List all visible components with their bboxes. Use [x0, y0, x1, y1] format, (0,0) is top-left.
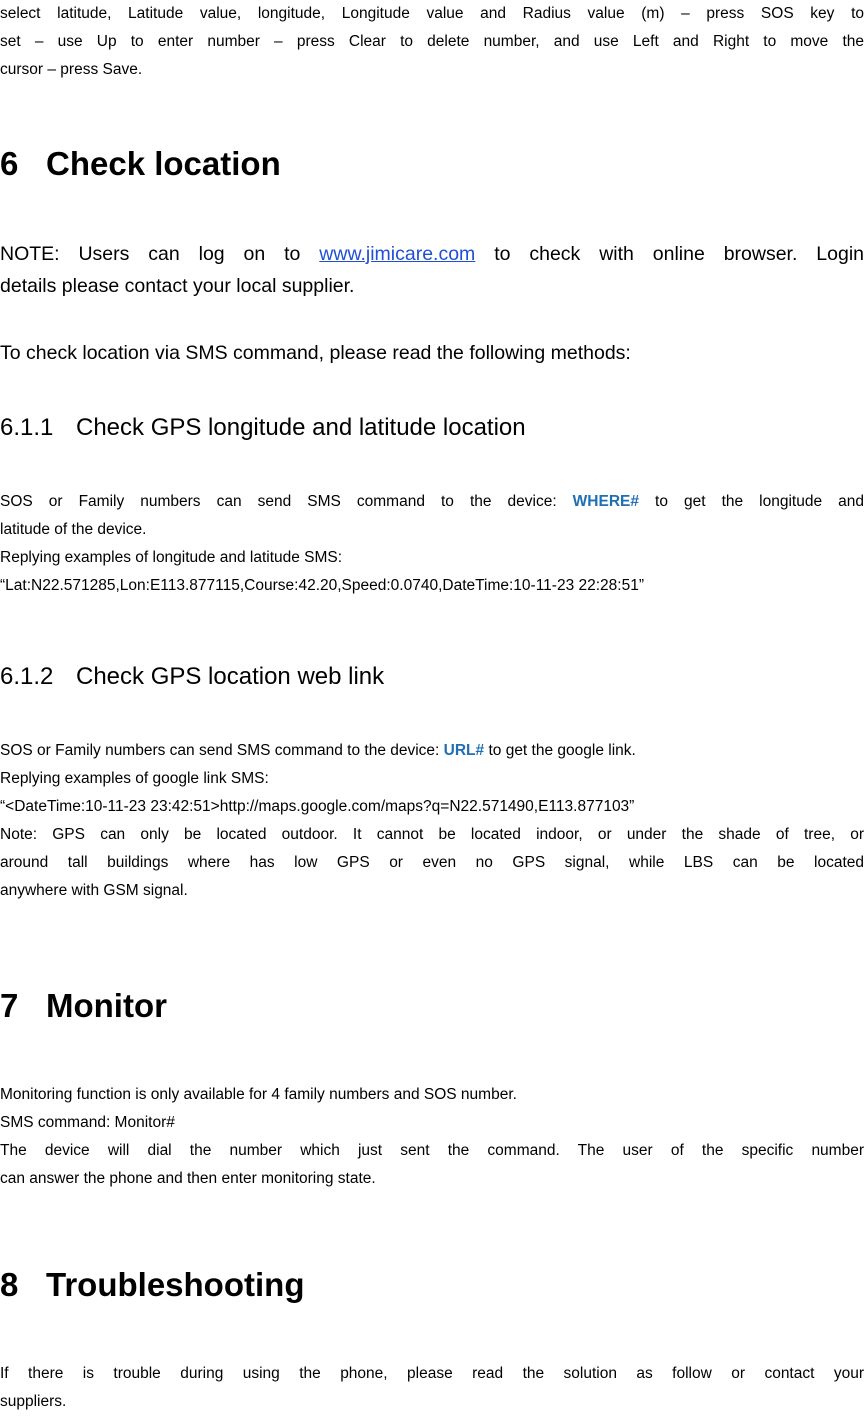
- note-suffix: to check with online browser. Login: [475, 243, 864, 265]
- intro-paragraph: [0, 0, 864, 84]
- url-line-5: around tall buildings where has low GPS or even no GPS signal, while LBS can be located: [0, 854, 864, 871]
- section-6-heading: [0, 144, 864, 184]
- url-line-2: Replying examples of google link SMS:: [0, 770, 269, 787]
- section-7-title: Monitor: [46, 987, 167, 1024]
- section-6-1-2-title: Check GPS location web link: [76, 663, 385, 690]
- note-line-2: details please contact your local supplier.: [0, 275, 355, 297]
- section-6-1-1-number: 6.1.1: [0, 414, 54, 441]
- where-line-2: latitude of the device.: [0, 521, 147, 538]
- sms-intro-text: To check location via SMS command, please read the following methods:: [0, 342, 631, 364]
- section-6-title: Check location: [46, 145, 281, 182]
- url-line: [0, 737, 864, 765]
- url-line-4: Note: GPS can only be located outdoor. It cannot be located indoor, or under the shade of tree, or: [0, 826, 864, 843]
- section-6-1-2-heading: [0, 661, 864, 693]
- url-prefix: SOS or Family numbers can send SMS command to the device:: [0, 742, 444, 759]
- section-6-1-1-title: Check GPS longitude and latitude location: [76, 414, 526, 441]
- section-8-body: [0, 1360, 864, 1416]
- note-line-1: [0, 238, 864, 270]
- troubleshooting-line-2: suppliers.: [0, 1393, 67, 1410]
- where-line-4: “Lat:N22.571285,Lon:E113.877115,Course:42.20,Speed:0.0740,DateTime:10-11-23 22:28:51”: [0, 577, 645, 594]
- monitor-line-3: The device will dial the number which just sent the command. The user of the specific number: [0, 1142, 864, 1159]
- section-6-1-2-body: [0, 737, 864, 905]
- section-6-1-2-number: 6.1.2: [0, 663, 54, 690]
- jimicare-link[interactable]: www.jimicare.com: [319, 243, 476, 265]
- note-paragraph: [0, 238, 864, 302]
- section-7-heading: [0, 986, 864, 1026]
- monitor-line-2: SMS command: Monitor#: [0, 1114, 175, 1131]
- monitor-line-4: can answer the phone and then enter monitoring state.: [0, 1170, 376, 1187]
- where-command: WHERE#: [572, 493, 639, 510]
- section-6-1-1-body: [0, 488, 864, 600]
- section-8-heading: [0, 1265, 864, 1305]
- monitor-line-1: Monitoring function is only available for 4 family numbers and SOS number.: [0, 1086, 517, 1103]
- intro-line-1: select latitude, Latitude value, longitude, Longitude value and Radius value (m) – press SOS key to: [0, 5, 864, 22]
- section-6-number: 6: [0, 145, 19, 182]
- where-line-3: Replying examples of longitude and latitude SMS:: [0, 549, 343, 566]
- url-command: URL#: [443, 742, 485, 759]
- where-prefix: SOS or Family numbers can send SMS command to the device:: [0, 493, 573, 510]
- sms-intro-paragraph: [0, 337, 864, 369]
- url-line-3: “<DateTime:10-11-23 23:42:51>http://maps.google.com/maps?q=N22.571490,E113.877103”: [0, 798, 635, 815]
- url-line-6: anywhere with GSM signal.: [0, 882, 188, 899]
- note-prefix: NOTE: Users can log on to: [0, 243, 320, 265]
- where-suffix: to get the longitude and: [639, 493, 864, 510]
- section-8-title: Troubleshooting: [46, 1266, 305, 1303]
- section-7-number: 7: [0, 987, 19, 1024]
- url-suffix: to get the google link.: [484, 742, 636, 759]
- where-line: [0, 488, 864, 516]
- section-8-number: 8: [0, 1266, 19, 1303]
- intro-line-3: cursor – press Save.: [0, 61, 143, 78]
- section-6-1-1-heading: [0, 412, 864, 444]
- section-7-body: [0, 1081, 864, 1193]
- troubleshooting-line-1: If there is trouble during using the phone, please read the solution as follow or contact your: [0, 1365, 864, 1382]
- intro-line-2: set – use Up to enter number – press Clear to delete number, and use Left and Right to move the: [0, 33, 864, 50]
